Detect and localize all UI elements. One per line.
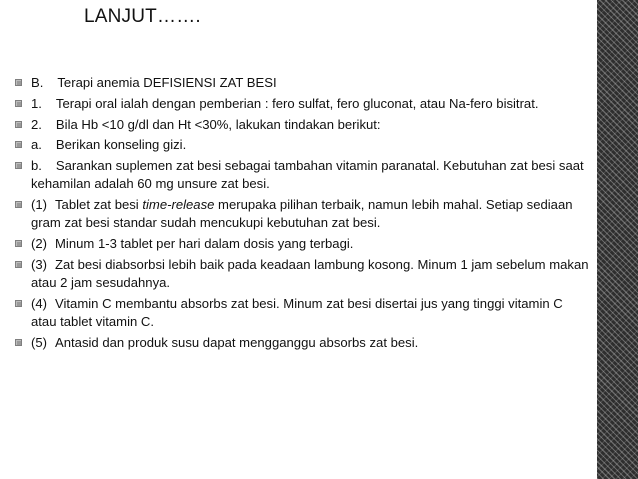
item-marker: 2. <box>31 116 42 132</box>
list-item <box>10 74 590 92</box>
list-item <box>10 295 590 331</box>
square-bullet-icon <box>15 339 22 346</box>
square-bullet-icon <box>15 100 22 107</box>
list-item <box>10 95 590 113</box>
square-bullet-icon <box>15 261 22 268</box>
square-bullet-icon <box>15 141 22 148</box>
list-item <box>10 235 590 253</box>
item-marker: (1) <box>31 197 48 213</box>
item-text-italic: time-release <box>142 197 215 213</box>
list-item <box>10 256 590 292</box>
item-marker: B. <box>31 75 44 90</box>
item-text: Terapi anemia DEFISIENSI ZAT BESI <box>57 75 277 90</box>
item-text: merupaka pilihan terbaik, namun lebih mahal. Setiap sediaan gram zat besi standar sudah mencukupi kebutuhan zat besi. <box>31 197 573 231</box>
item-marker: (2) <box>31 236 48 252</box>
slide-title: LANJUT……. <box>84 6 201 27</box>
list-item <box>10 157 590 193</box>
item-text: Tablet zat besi <box>55 197 143 213</box>
item-text: Zat besi diabsorbsi lebih baik pada keadaan lambung kosong. Minum 1 jam sebelum makan atau 2 jam sesudahnya. <box>31 256 589 291</box>
item-text: Antasid dan produk susu dapat mengganggu absorbs zat besi. <box>55 334 419 350</box>
square-bullet-icon <box>15 300 22 307</box>
square-bullet-icon <box>15 121 22 128</box>
list-item <box>10 116 590 134</box>
list-item <box>10 136 590 154</box>
square-bullet-icon <box>15 162 22 169</box>
item-marker: (4) <box>31 295 48 311</box>
item-text: Terapi oral ialah dengan pemberian : fero sulfat, fero gluconat, atau Na-fero bisitrat. <box>55 95 539 111</box>
square-bullet-icon <box>15 240 22 247</box>
item-marker: 1. <box>31 95 42 111</box>
item-marker: b. <box>31 158 42 174</box>
list-item <box>10 196 590 232</box>
bullet-list <box>10 74 590 355</box>
item-text: Bila Hb <10 g/dl dan Ht <30%, lakukan tindakan berikut: <box>55 116 381 132</box>
list-item <box>10 334 590 352</box>
item-marker: (3) <box>31 256 48 272</box>
item-text: Vitamin C membantu absorbs zat besi. Minum zat besi disertai jus yang tinggi vitamin C atau tablet vitamin C. <box>31 295 563 330</box>
item-text: Sarankan suplemen zat besi sebagai tambahan vitamin paranatal. Kebutuhan zat besi saat kehamilan adalah 60 mg unsure zat besi. <box>31 158 584 192</box>
item-marker: a. <box>31 137 42 153</box>
item-marker: (5) <box>31 334 48 350</box>
square-bullet-icon <box>15 201 22 208</box>
item-text: Minum 1-3 tablet per hari dalam dosis yang terbagi. <box>55 236 354 252</box>
item-text: Berikan konseling gizi. <box>55 137 187 153</box>
decorative-stripe-band <box>597 0 638 479</box>
square-bullet-icon <box>15 79 22 86</box>
